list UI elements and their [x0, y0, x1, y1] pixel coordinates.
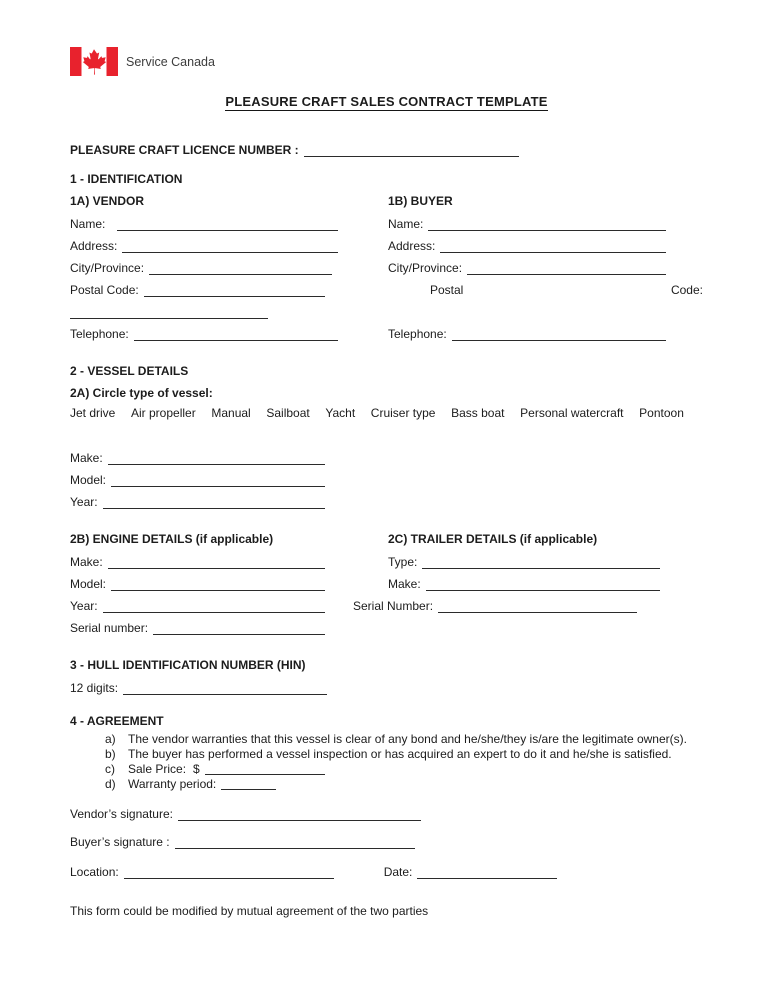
vendor-city-province-line[interactable] [149, 271, 332, 275]
section-vessel-heading: 2 - VESSEL DETAILS [70, 364, 189, 378]
buyer-city-province-line[interactable] [467, 271, 666, 275]
dollar-sign: $ [193, 762, 200, 776]
buyer-address-line[interactable] [440, 249, 666, 253]
buyer-address-row [388, 234, 703, 256]
section-hin-heading: 3 - HULL IDENTIFICATION NUMBER (HIN) [70, 658, 306, 672]
vendor-name-label: Name: [70, 217, 106, 231]
agreement-item-b [70, 747, 703, 762]
vessel-year-label: Year: [70, 495, 98, 509]
engine-make-row [70, 550, 325, 572]
vessel-type-air-propeller[interactable]: Air propeller [131, 406, 196, 420]
brand-header [70, 47, 703, 76]
vessel-type-cruiser-type[interactable]: Cruiser type [370, 406, 436, 420]
trailer-make-row [388, 572, 660, 594]
date-label: Date: [383, 865, 413, 879]
vendor-city-province-row [70, 256, 338, 278]
licence-number-row [70, 138, 703, 160]
trailer-make-label: Make: [388, 577, 421, 591]
vendor-postal-code-continuation-line[interactable] [70, 315, 268, 319]
sale-price-line[interactable] [205, 771, 325, 775]
buyer-name-row [388, 212, 703, 234]
vendor-heading: 1A) VENDOR [70, 194, 145, 208]
trailer-heading: 2C) TRAILER DETAILS (if applicable) [388, 532, 598, 546]
agreement-item-a-text: The vendor warranties that this vessel is clear of any bond and he/she/they is/are the legitimate owner(s). [128, 732, 687, 746]
buyer-city-province-row [388, 256, 703, 278]
vendor-postal-code-continuation-row [70, 300, 338, 322]
vessel-type-sailboat[interactable]: Sailboat [266, 406, 310, 420]
buyer-city-province-label: City/Province: [388, 261, 463, 275]
canada-flag-icon [70, 47, 118, 76]
vendor-address-row [70, 234, 338, 256]
trailer-serial-line[interactable] [438, 609, 637, 613]
vendor-column [70, 190, 338, 344]
hin-digits-label: 12 digits: [70, 681, 119, 695]
vendor-telephone-row [70, 322, 338, 344]
location-label: Location: [70, 865, 119, 879]
hin-digits-row [70, 676, 327, 698]
vessel-year-line[interactable] [103, 505, 325, 509]
section-identification-heading: 1 - IDENTIFICATION [70, 172, 183, 186]
engine-year-row [70, 594, 325, 616]
warranty-period-line[interactable] [221, 786, 276, 790]
buyer-code-word: Code: [670, 283, 703, 297]
buyer-address-label: Address: [388, 239, 436, 253]
vessel-type-yacht[interactable]: Yacht [325, 406, 356, 420]
brand-name: Service Canada [126, 54, 215, 69]
vessel-make-model-year [70, 446, 325, 512]
engine-year-label: Year: [70, 599, 98, 613]
agreement-item-a [70, 732, 703, 747]
buyer-column [388, 190, 703, 344]
licence-number-line[interactable] [304, 153, 519, 157]
identification-columns [70, 190, 703, 344]
hin-digits-line[interactable] [123, 691, 327, 695]
section-agreement-heading: 4 - AGREEMENT [70, 714, 164, 728]
engine-trailer-columns [70, 528, 703, 638]
vessel-year-row [70, 490, 325, 512]
buyer-signature-line[interactable] [175, 845, 415, 849]
buyer-telephone-row [388, 322, 703, 344]
vessel-make-line[interactable] [108, 461, 325, 465]
vendor-signature-label: Vendor’s signature: [70, 807, 173, 821]
vendor-telephone-line[interactable] [134, 337, 338, 341]
engine-make-label: Make: [70, 555, 103, 569]
location-line[interactable] [124, 875, 334, 879]
vessel-make-label: Make: [70, 451, 103, 465]
document-title: PLEASURE CRAFT SALES CONTRACT TEMPLATE [225, 94, 548, 109]
vendor-address-line[interactable] [122, 249, 338, 253]
vendor-postal-code-line[interactable] [144, 293, 325, 297]
location-date-row [70, 860, 703, 882]
vendor-postal-code-row [70, 278, 338, 300]
trailer-make-line[interactable] [426, 587, 660, 591]
vessel-model-label: Model: [70, 473, 107, 487]
trailer-serial-row [353, 594, 637, 616]
trailer-type-row [388, 550, 660, 572]
vendor-telephone-label: Telephone: [70, 327, 129, 341]
vessel-circle-type-label: 2A) Circle type of vessel: [70, 386, 213, 400]
trailer-column [353, 528, 703, 638]
agreement-item-d-marker: d) [105, 777, 116, 791]
vessel-type-bass-boat[interactable]: Bass boat [451, 406, 505, 420]
engine-year-line[interactable] [103, 609, 325, 613]
vessel-type-pontoon[interactable]: Pontoon [639, 406, 684, 420]
engine-serial-line[interactable] [153, 631, 325, 635]
vendor-postal-code-label: Postal Code: [70, 283, 139, 297]
trailer-type-label: Type: [388, 555, 418, 569]
vessel-types-row [70, 404, 684, 424]
trailer-serial-label: Serial Number: [353, 599, 434, 613]
buyer-telephone-line[interactable] [452, 337, 666, 341]
vendor-signature-row [70, 802, 703, 824]
vendor-city-province-label: City/Province: [70, 261, 145, 275]
buyer-telephone-label: Telephone: [388, 327, 447, 341]
engine-make-line[interactable] [108, 565, 325, 569]
footer-note: This form could be modified by mutual agreement of the two parties [70, 904, 429, 918]
vendor-signature-line[interactable] [178, 817, 421, 821]
agreement-item-c [70, 762, 703, 777]
engine-serial-row [70, 616, 325, 638]
vessel-type-personal-watercraft[interactable]: Personal watercraft [520, 406, 624, 420]
warranty-period-label: Warranty period: [128, 777, 217, 791]
engine-column [70, 528, 325, 638]
buyer-postal-code-row [388, 278, 703, 300]
buyer-name-line[interactable] [428, 227, 666, 231]
agreement-sale-price-label: Sale Price: [128, 762, 187, 776]
engine-model-line[interactable] [111, 587, 325, 591]
vendor-name-line[interactable] [117, 227, 338, 231]
vessel-type-manual[interactable]: Manual [211, 406, 251, 420]
licence-number-label: PLEASURE CRAFT LICENCE NUMBER : [70, 143, 299, 157]
buyer-name-label: Name: [388, 217, 424, 231]
buyer-postal-word: Postal [430, 283, 464, 297]
date-line[interactable] [417, 875, 557, 879]
buyer-heading: 1B) BUYER [388, 194, 453, 208]
trailer-type-line[interactable] [422, 565, 660, 569]
agreement-item-a-marker: a) [105, 732, 116, 746]
vessel-make-row [70, 446, 325, 468]
engine-serial-label: Serial number: [70, 621, 149, 635]
agreement-item-d [70, 777, 703, 792]
buyer-signature-row [70, 830, 703, 852]
engine-model-label: Model: [70, 577, 107, 591]
vessel-model-line[interactable] [111, 483, 325, 487]
agreement-item-b-marker: b) [105, 747, 116, 761]
agreement-item-b-text: The buyer has performed a vessel inspection or has acquired an expert to do it and he/she is satisfied. [128, 747, 672, 761]
engine-heading: 2B) ENGINE DETAILS (if applicable) [70, 532, 274, 546]
buyer-signature-label: Buyer’s signature : [70, 835, 170, 849]
vendor-name-row [70, 212, 338, 234]
agreement-item-c-marker: c) [105, 762, 115, 776]
vessel-model-row [70, 468, 325, 490]
buyer-empty-row [388, 300, 703, 322]
engine-model-row [70, 572, 325, 594]
vendor-address-label: Address: [70, 239, 118, 253]
vessel-type-jet-drive[interactable]: Jet drive [70, 406, 116, 420]
